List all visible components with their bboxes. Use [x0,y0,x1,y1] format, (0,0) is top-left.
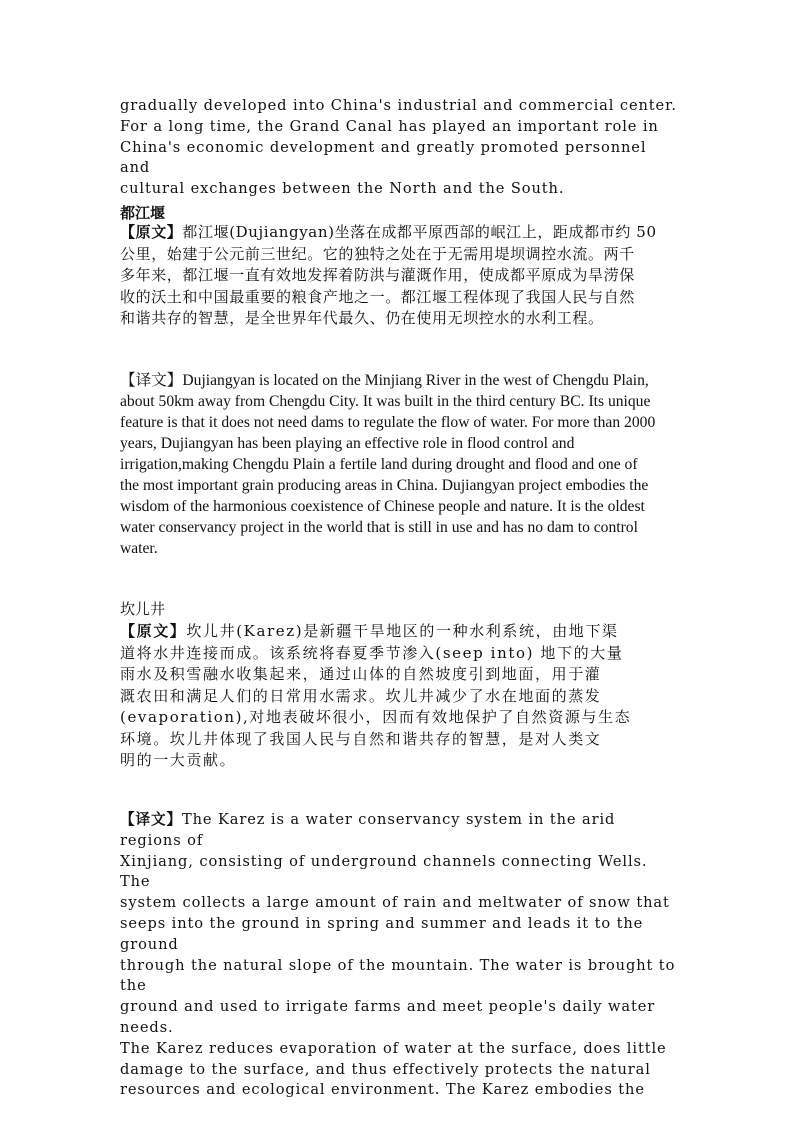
original-label: 【原文】 [120,223,183,241]
karez-heading: 坎儿井 [120,600,166,618]
karez-translation-paragraph [120,810,682,1101]
original-label: 【原文】 [120,622,187,640]
karez-translation-text: The Karez is a water conservancy system in the arid regions of Xinjiang, consisting of underground channels connecting Wells. The system collects a large amount of rain and meltwater of snow that seeps into the ground in spring and summer and leads it to the ground through the natural slope of the mountain. The water is brought to the ground and used to irrigate farms and meet people's daily water needs. The Karez reduces evaporation of water at the surface, does little damage to the surface, and thus effectively protects the natural resources and ecological environment. The Karez embodies the [120,811,676,1099]
grand-canal-translation-continuation: gradually developed into China's industrial and commercial center. For a long time, the Grand Canal has played an important role in China's economic development and greatly promoted personnel and cultural exchanges between the North and the South. [120,97,677,198]
translation-label: 【译文】 [120,811,182,828]
dujiangyan-translation-paragraph [120,370,682,559]
dujiangyan-original-paragraph [120,222,682,330]
translation-label: 【译文】 [120,372,183,389]
dujiangyan-heading: 都江堰 [120,204,166,222]
karez-original-paragraph [120,621,682,772]
karez-original-text: 坎儿井(Karez)是新疆干旱地区的一种水利系统，由地下渠 道将水井连接而成。该系统将春夏季节渗入(seep into) 地下的大量 雨水及积雪融水收集起来，通过山体的自然坡度引到地面，用于灌 溉农田和满足人们的日常用水需求。坎儿井减少了水在地面的蒸发 (evaporation),对地表破坏很小，因而有效地保护了自然资源与生态 环境。坎儿井体现了我国人民与自然和谐共存的智慧，是对人类文 明的一大贡献。 [120,622,632,769]
dujiangyan-translation-text: Dujiangyan is located on the Minjiang River in the west of Chengdu Plain, about 50km away from Chengdu City. It was built in the third century BC. Its unique feature is that it does not need dams to regulate the flow of water. For more than 2000 years, Dujiangyan has been playing an effective role in flood control and irrigation,making Chengdu Plain a fertile land during drought and flood and one of the most important grain producing areas in China. Dujiangyan project embodies the wisdom of the harmonious coexistence of Chinese people and nature. It is the oldest water conservancy project in the world that is still in use and has no dam to control water. [120,372,656,557]
dujiangyan-original-text: 都江堰(Dujiangyan)坐落在成都平原西部的岷江上，距成都市约 50 公里，始建于公元前三世纪。它的独特之处在于无需用堤坝调控水流。两千 多年来，都江堰一直有效地发挥着防洪与灌溉作用，使成都平原成为旱涝保 收的沃土和中国最重要的粮食产地之一。都江堰工程体现了我国人民与自然 和谐共存的智慧，是全世界年代最久、仍在使用无坝控水的水利工程。 [120,223,657,327]
